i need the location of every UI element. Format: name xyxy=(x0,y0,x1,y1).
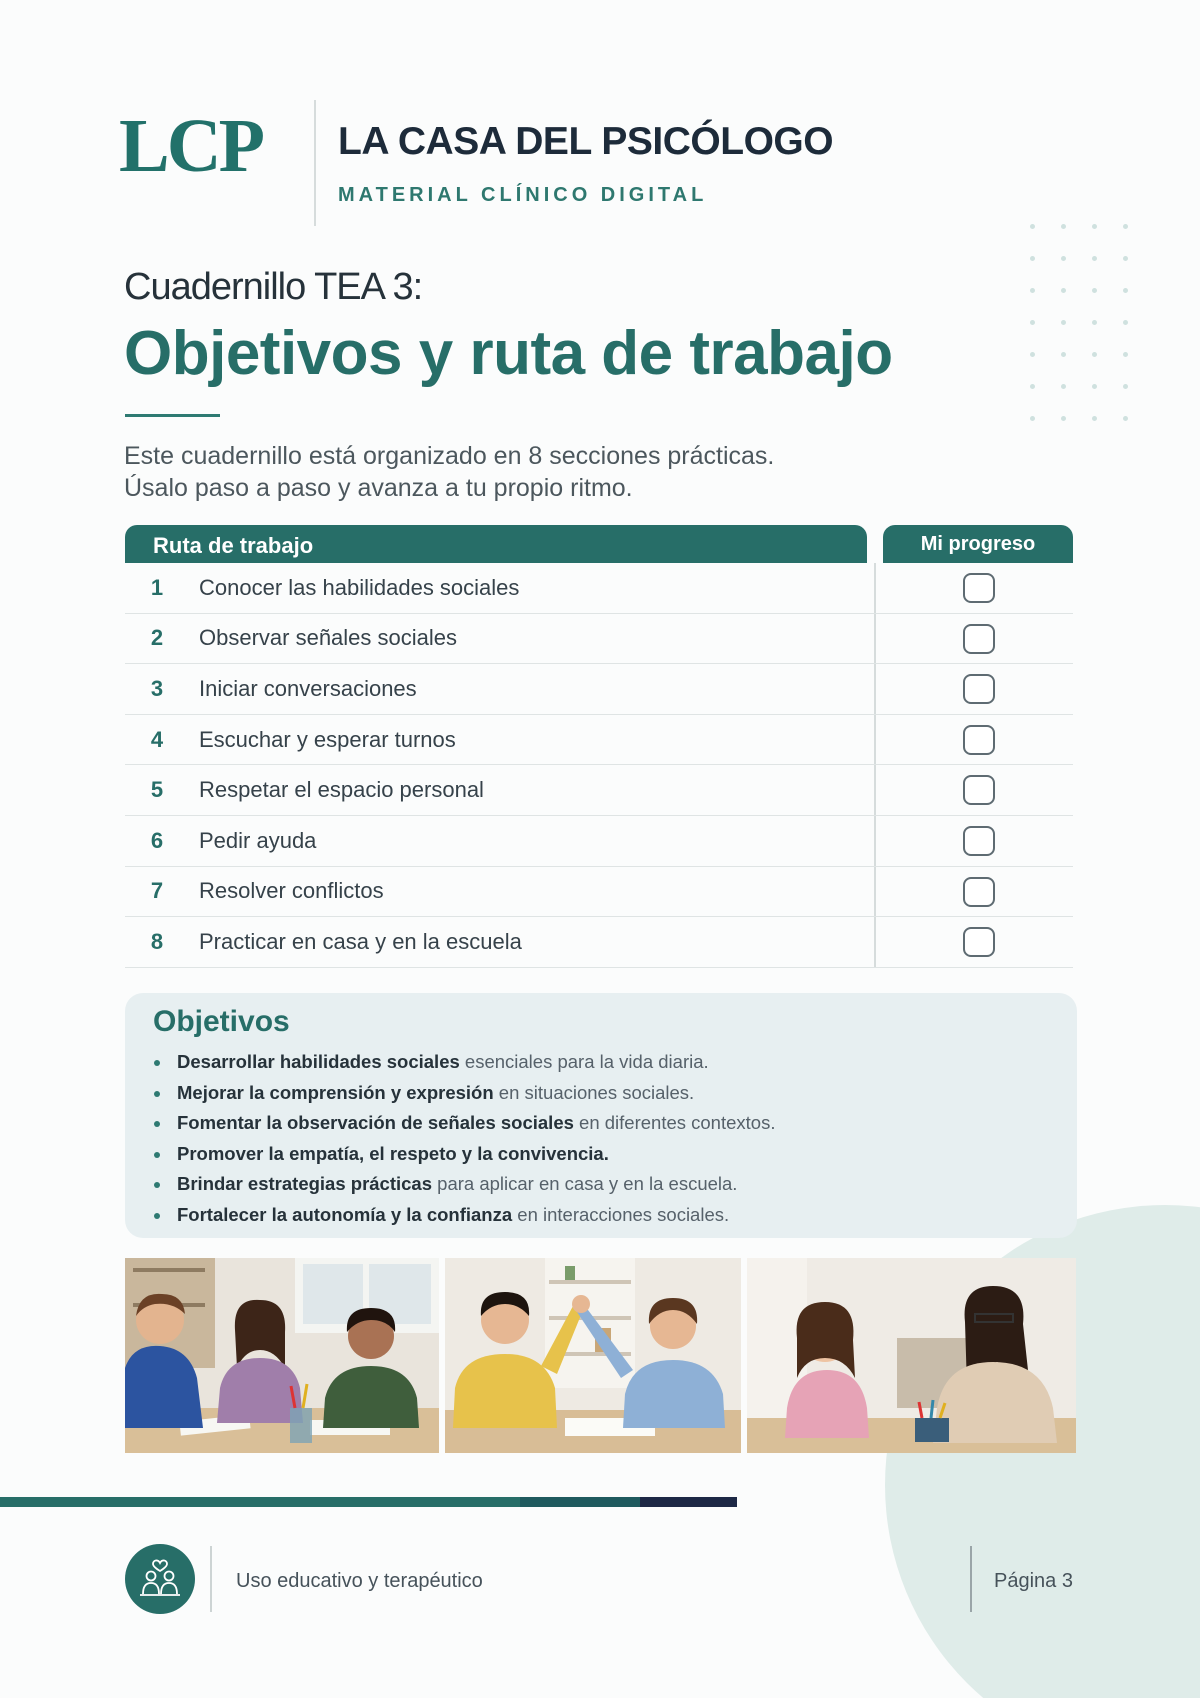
footer-usage-text: Uso educativo y terapéutico xyxy=(236,1570,483,1592)
objectives-title: Objetivos xyxy=(153,1005,290,1038)
progress-checkbox[interactable] xyxy=(963,674,995,704)
step-label: Iniciar conversaciones xyxy=(199,675,417,701)
objective-item xyxy=(153,1078,1077,1109)
objective-item xyxy=(153,1169,1077,1200)
footer-divider xyxy=(970,1546,972,1612)
family-icon xyxy=(125,1544,195,1614)
objective-bold: Fortalecer la autonomía y la confianza xyxy=(177,1203,513,1225)
footer-bar xyxy=(520,1497,640,1507)
progress-checkbox[interactable] xyxy=(963,775,995,805)
step-number: 5 xyxy=(150,777,164,803)
objective-bold: Promover la empatía, el respeto y la convivencia. xyxy=(177,1142,609,1164)
progress-checkbox[interactable] xyxy=(963,624,995,654)
objective-bold: Brindar estrategias prácticas xyxy=(177,1173,433,1194)
step-label: Resolver conflictos xyxy=(199,878,384,904)
step-label: Pedir ayuda xyxy=(199,827,317,853)
step-label: Escuchar y esperar turnos xyxy=(199,726,456,752)
intro-line: Úsalo paso a paso y avanza a tu propio ritmo. xyxy=(124,474,633,502)
table-row xyxy=(125,563,1073,614)
step-number: 7 xyxy=(150,878,164,904)
step-label: Conocer las habilidades sociales xyxy=(199,574,520,600)
objective-item xyxy=(153,1200,1077,1231)
step-label: Practicar en casa y en la escuela xyxy=(199,928,522,954)
objective-rest: en diferentes contextos. xyxy=(573,1112,776,1133)
objective-item xyxy=(153,1108,1077,1139)
route-table xyxy=(125,563,1073,968)
brand-name: LA CASA DEL PSICÓLOGO xyxy=(338,120,834,163)
brand-tagline: MATERIAL CLÍNICO DIGITAL xyxy=(338,184,708,206)
photo-children-studying xyxy=(125,1258,439,1453)
objective-item xyxy=(153,1139,1077,1170)
intro-line: Este cuadernillo está organizado en 8 secciones prácticas. xyxy=(124,442,775,470)
intro-text xyxy=(124,440,774,504)
footer-bar xyxy=(0,1497,520,1507)
step-label: Observar señales sociales xyxy=(199,625,458,651)
page-subtitle: Cuadernillo TEA 3: xyxy=(124,266,423,308)
footer-bar xyxy=(640,1497,737,1507)
route-table-header: Ruta de trabajo xyxy=(125,525,867,563)
step-label: Respetar el espacio personal xyxy=(199,777,484,803)
table-row xyxy=(125,867,1073,918)
objective-bold: Desarrollar habilidades sociales xyxy=(177,1051,460,1072)
step-number: 3 xyxy=(150,675,164,701)
objectives-card xyxy=(125,993,1077,1238)
header-divider xyxy=(314,100,316,226)
table-row xyxy=(125,816,1073,867)
step-number: 6 xyxy=(150,827,164,853)
footer-divider xyxy=(210,1546,212,1612)
table-row xyxy=(125,917,1073,968)
table-row xyxy=(125,664,1073,715)
logo: LCP xyxy=(119,104,262,188)
objectives-list xyxy=(153,1047,1077,1230)
progress-checkbox[interactable] xyxy=(963,877,995,907)
table-row xyxy=(125,765,1073,816)
step-number: 2 xyxy=(150,625,164,651)
objective-item xyxy=(153,1047,1077,1078)
page-number: Página 3 xyxy=(994,1570,1073,1592)
progress-column-header: Mi progreso xyxy=(883,525,1073,563)
step-number: 8 xyxy=(150,928,164,954)
step-number: 1 xyxy=(150,574,164,600)
step-number: 4 xyxy=(150,726,164,752)
progress-checkbox[interactable] xyxy=(963,725,995,755)
photo-children-high-five xyxy=(445,1258,741,1453)
progress-checkbox[interactable] xyxy=(963,573,995,603)
objective-rest: esenciales para la vida diaria. xyxy=(459,1051,709,1072)
objective-rest: en situaciones sociales. xyxy=(493,1081,695,1103)
progress-checkbox[interactable] xyxy=(963,826,995,856)
objective-rest: en interacciones sociales. xyxy=(512,1203,730,1225)
title-underline xyxy=(125,414,220,417)
objective-rest: para aplicar en casa y en la escuela. xyxy=(432,1173,738,1194)
table-row xyxy=(125,614,1073,665)
photo-girl-with-therapist xyxy=(747,1258,1076,1453)
decorative-dots xyxy=(1030,224,1154,428)
table-row xyxy=(125,715,1073,766)
objective-bold: Mejorar la comprensión y expresión xyxy=(177,1081,494,1103)
progress-checkbox[interactable] xyxy=(963,927,995,957)
objective-bold: Fomentar la observación de señales sociales xyxy=(177,1112,574,1133)
page-title: Objetivos y ruta de trabajo xyxy=(124,319,893,388)
